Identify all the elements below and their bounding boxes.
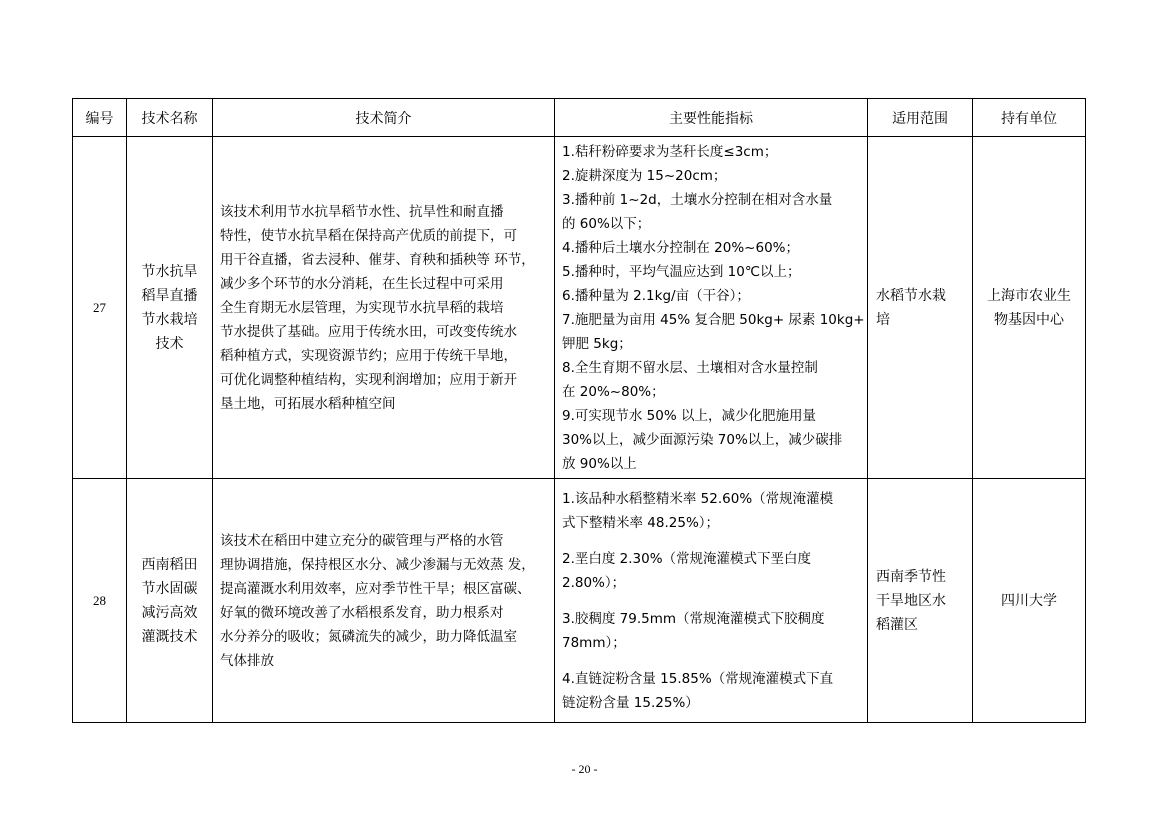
- row-number: 27: [73, 137, 127, 479]
- header-number: 编号: [73, 99, 127, 137]
- tech-intro-cell: [213, 479, 555, 723]
- metric-line: 3.播种前 1~2d，土壤水分控制在相对含水量: [562, 191, 833, 208]
- intro-line: 气体排放: [220, 652, 274, 669]
- unit-line: 上海市农业生: [987, 287, 1071, 304]
- unit-line: 物基因中心: [994, 311, 1064, 328]
- table-row: [73, 479, 1086, 723]
- metrics-cell: [555, 137, 868, 479]
- scope-line: 干旱地区水: [876, 592, 946, 609]
- scope-cell: [868, 137, 973, 479]
- metric-spacer: [562, 595, 861, 607]
- metric-line: 放 90%以上: [562, 455, 637, 472]
- intro-line: 稻种植方式，实现资源节约；应用于传统干旱地，: [220, 347, 517, 364]
- header-performance-metrics: 主要性能指标: [555, 99, 868, 137]
- unit-line: 四川大学: [1001, 592, 1057, 609]
- metric-line: 式下整精米率 48.25%）；: [562, 514, 720, 531]
- intro-line: 水分养分的吸收；氮磷流失的减少，助力降低温室: [220, 628, 517, 645]
- metric-line: 链淀粉含量 15.25%）: [562, 694, 699, 711]
- intro-line: 用干谷直播，省去浸种、催芽、育秧和插秧等 环节，: [220, 251, 535, 268]
- intro-line: 全生育期无水层管理，为实现节水抗旱稻的栽培: [220, 299, 504, 316]
- table-header-row: [73, 99, 1086, 137]
- metric-line: 9.可实现节水 50% 以上，减少化肥施用量: [562, 407, 816, 424]
- tech-name-line: 减污高效: [141, 604, 198, 621]
- metric-line: 钾肥 5kg；: [562, 335, 632, 352]
- tech-name-line: 技术: [155, 335, 184, 352]
- tech-intro-cell: [213, 137, 555, 479]
- row-number: 28: [73, 479, 127, 723]
- metric-line: 4.播种后土壤水分控制在 20%~60%；: [562, 239, 799, 256]
- metric-line: 的 60%以下；: [562, 215, 651, 232]
- tech-name-cell: [127, 479, 213, 723]
- metric-line: 2.垩白度 2.30%（常规淹灌模式下垩白度: [562, 550, 812, 567]
- scope-line: 培: [876, 311, 890, 328]
- tech-name-line: 西南稻田: [141, 556, 198, 573]
- metrics-cell: [555, 479, 868, 723]
- metric-line: 5.播种时，平均气温应达到 10℃以上；: [562, 263, 801, 280]
- intro-line: 可优化调整种植结构，实现利润增加；应用于新开: [220, 371, 517, 388]
- metric-line: 2.旋耕深度为 15~20cm；: [562, 167, 727, 184]
- metric-line: 3.胶稠度 79.5mm（常规淹灌模式下胶稠度: [562, 610, 825, 627]
- tech-name-line: 灌溉技术: [141, 628, 198, 645]
- metric-spacer: [562, 655, 861, 667]
- tech-name-line: 节水固碳: [141, 580, 198, 597]
- tech-name-line: 稻旱直播: [141, 287, 198, 304]
- metric-line: 30%以上，减少面源污染 70%以上，减少碳排: [562, 431, 843, 448]
- tech-name-cell: [127, 137, 213, 479]
- metric-line: 8.全生育期不留水层、土壤相对含水量控制: [562, 359, 818, 376]
- tech-name-line: 节水栽培: [141, 311, 198, 328]
- tech-name-line: 节水抗旱: [141, 263, 198, 280]
- metric-line: 4.直链淀粉含量 15.85%（常规淹灌模式下直: [562, 670, 834, 687]
- metric-line: 2.80%）；: [562, 574, 626, 591]
- intro-line: 该技术利用节水抗旱稻节水性、抗旱性和耐直播: [220, 203, 504, 220]
- scope-cell: [868, 479, 973, 723]
- scope-line: 西南季节性: [876, 568, 946, 585]
- metric-line: 78mm）；: [562, 634, 626, 651]
- page-number: - 20 -: [571, 762, 598, 776]
- intro-line: 节水提供了基础。应用于传统水田，可改变传统水: [220, 323, 517, 340]
- holding-unit-cell: [973, 479, 1086, 723]
- intro-line: 好氧的微环境改善了水稻根系发育，助力根系对: [220, 604, 504, 621]
- scope-line: 稻灌区: [876, 616, 918, 633]
- metric-line: 1.秸秆粉碎要求为茎秆长度≤3cm；: [562, 143, 778, 160]
- holding-unit-cell: [973, 137, 1086, 479]
- header-applicable-scope: 适用范围: [868, 99, 973, 137]
- metric-spacer: [562, 535, 861, 547]
- intro-line: 提高灌溉水利用效率，应对季节性干旱；根区富碳、: [220, 580, 531, 597]
- header-holding-unit: 持有单位: [973, 99, 1086, 137]
- metric-line: 在 20%~80%；: [562, 383, 665, 400]
- metric-line: 1.该品种水稻整精米率 52.60%（常规淹灌模: [562, 490, 834, 507]
- header-tech-intro: 技术简介: [213, 99, 555, 137]
- intro-line: 理协调措施，保持根区水分、减少渗漏与无效蒸 发，: [220, 556, 535, 573]
- intro-line: 垦土地，可拓展水稻种植空间: [220, 395, 396, 412]
- header-tech-name: 技术名称: [127, 99, 213, 137]
- metric-line: 7.施肥量为亩用 45% 复合肥 50kg+ 尿素 10kg+: [562, 311, 865, 328]
- technology-table: [72, 98, 1086, 723]
- intro-line: 减少多个环节的水分消耗，在生长过程中可采用: [220, 275, 504, 292]
- intro-line: 该技术在稻田中建立充分的碳管理与严格的水管: [220, 532, 504, 549]
- intro-line: 特性，使节水抗旱稻在保持高产优质的前提下，可: [220, 227, 517, 244]
- scope-line: 水稻节水栽: [876, 287, 946, 304]
- table-row: [73, 137, 1086, 479]
- metric-line: 6.播种量为 2.1kg/亩（干谷）；: [562, 287, 750, 304]
